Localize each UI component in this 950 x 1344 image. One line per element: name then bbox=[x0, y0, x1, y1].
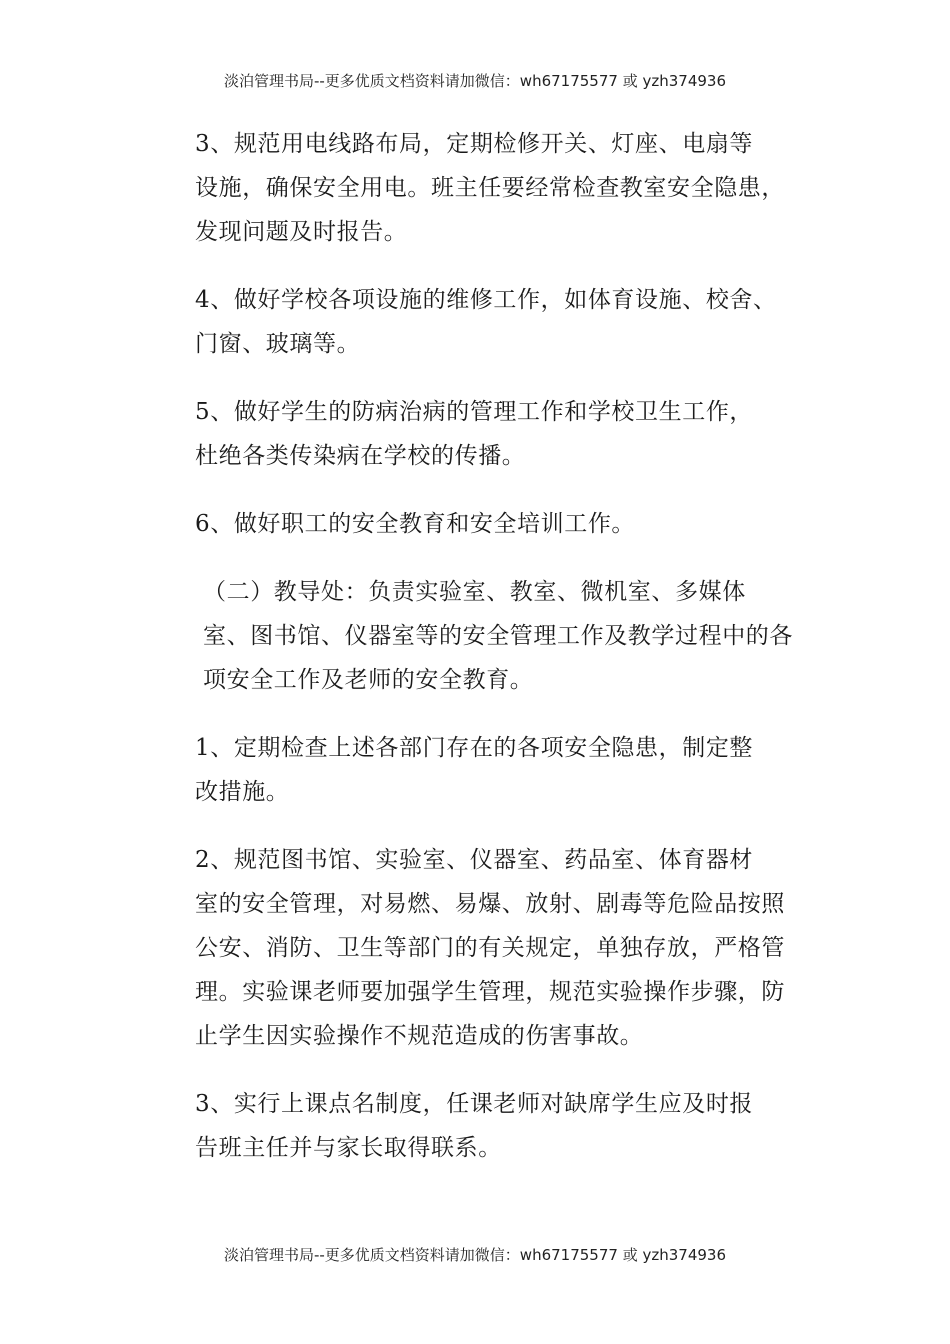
text-line: 发现问题及时报告。 bbox=[195, 219, 408, 245]
text-line: 4、做好学校各项设施的维修工作，如体育设施、校舍、 bbox=[195, 287, 777, 313]
paragraph-facility-maintenance bbox=[145, 278, 813, 366]
text-line: 止学生因实验操作不规范造成的伤害事故。 bbox=[195, 1023, 644, 1049]
page-header: 淡泊管理书局--更多优质文档资料请加微信：wh67175577 或 yzh374936 bbox=[223, 72, 726, 90]
text-line: 1、定期检查上述各部门存在的各项安全隐患，制定整 bbox=[195, 735, 754, 761]
text-line: 杜绝各类传染病在学校的传播。 bbox=[195, 443, 526, 469]
text-line: 设施，确保安全用电。班主任要经常检查教室安全隐患， bbox=[195, 175, 785, 201]
text-line: 室、图书馆、仪器室等的安全管理工作及教学过程中的各 bbox=[203, 623, 793, 649]
paragraph-attendance bbox=[145, 1082, 813, 1170]
text-line: 改措施。 bbox=[195, 779, 290, 805]
text-line: 告班主任并与家长取得联系。 bbox=[195, 1135, 502, 1161]
text-line: 公安、消防、卫生等部门的有关规定，单独存放，严格管 bbox=[195, 935, 785, 961]
paragraph-disease-prevention bbox=[145, 390, 813, 478]
paragraph-lab-management bbox=[145, 838, 813, 1058]
document-body bbox=[145, 122, 813, 1194]
text-line: 5、做好学生的防病治病的管理工作和学校卫生工作， bbox=[195, 399, 754, 425]
text-line: 6、做好职工的安全教育和安全培训工作。 bbox=[195, 511, 636, 537]
paragraph-staff-training bbox=[145, 502, 813, 546]
text-line: （二）教导处：负责实验室、教室、微机室、多媒体 bbox=[203, 579, 746, 605]
paragraph-hazard-inspection bbox=[145, 726, 813, 814]
paragraph-electric-safety bbox=[145, 122, 813, 254]
page-footer: 淡泊管理书局--更多优质文档资料请加微信：wh67175577 或 yzh374936 bbox=[223, 1246, 726, 1264]
text-line: 门窗、玻璃等。 bbox=[195, 331, 361, 357]
text-line: 室的安全管理，对易燃、易爆、放射、剧毒等危险品按照 bbox=[195, 891, 785, 917]
text-line: 3、规范用电线路布局，定期检修开关、灯座、电扇等 bbox=[195, 131, 754, 157]
text-line: 3、实行上课点名制度，任课老师对缺席学生应及时报 bbox=[195, 1091, 754, 1117]
paragraph-academic-affairs bbox=[145, 570, 813, 702]
text-line: 理。实验课老师要加强学生管理，规范实验操作步骤，防 bbox=[195, 979, 785, 1005]
text-line: 2、规范图书馆、实验室、仪器室、药品室、体育器材 bbox=[195, 847, 754, 873]
text-line: 项安全工作及老师的安全教育。 bbox=[203, 667, 534, 693]
